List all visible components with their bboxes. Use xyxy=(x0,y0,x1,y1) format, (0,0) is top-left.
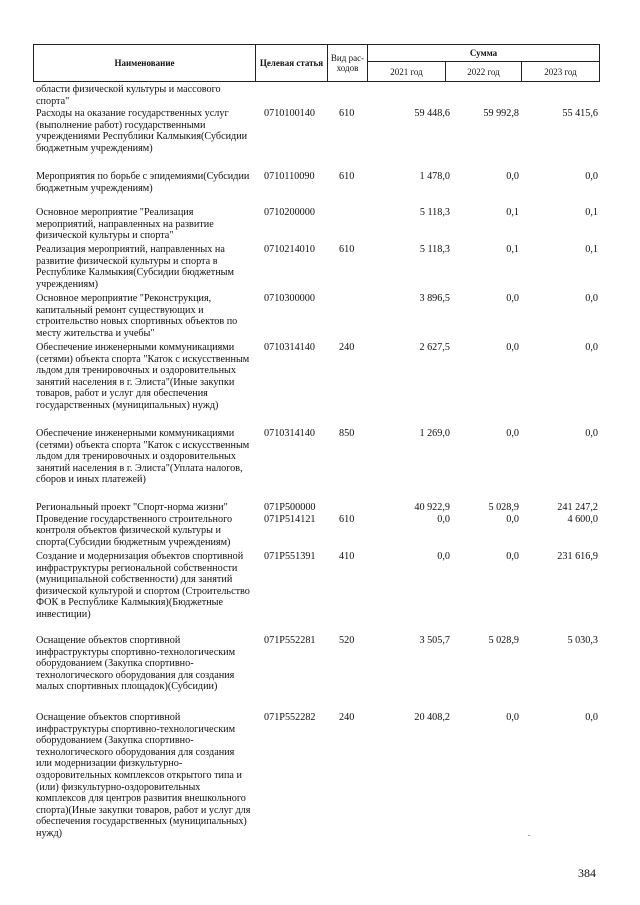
row-expense-kind: 610 xyxy=(339,513,355,525)
row-sum-2021: 20 408,2 xyxy=(414,712,450,723)
row-sum-2023: 231 616,9 xyxy=(557,551,598,562)
row-target-article: 0710200000 xyxy=(264,207,315,218)
row-sum-2021: 1 478,0 xyxy=(419,171,450,182)
row-name: Мероприятия по борьбе с эпидемиями(Субсидии бюджетным учреждениям) xyxy=(36,171,250,194)
header-target-article: Целевая статья xyxy=(256,45,328,82)
row-expense-kind: 850 xyxy=(339,428,355,439)
row-target-article: 0710314140 xyxy=(264,342,315,353)
row-sum-2022: 0,0 xyxy=(506,551,519,562)
row-sum-2022: 0,0 xyxy=(506,712,519,723)
row-sum-2022: 59 992,8 xyxy=(483,108,519,119)
row-sum-2022: 0,0 xyxy=(506,428,519,439)
row-sum-2023: 5 030,3 xyxy=(567,635,598,646)
row-target-article: 0710314140 xyxy=(264,428,315,439)
row-target-article: 071P500000 071P514121 xyxy=(264,502,316,525)
row-target-article: 0710100140 xyxy=(264,108,315,119)
row-name: Обеспечение инженерными коммуникациями (сетями) объекта спорта "Каток с искусственным льдом для тренировочных и оздоровительных занятий населения в г. Элиста"(Иные закупки товаров, работ и услуг для обеспечения государственных (муниципальных) нужд) xyxy=(36,342,250,411)
row-sum-2023: 55 415,6 xyxy=(562,108,598,119)
row-name: Расходы на оказание государственных услуг (выполнение работ) государственными учреждениями Республики Калмыкия(Субсидии бюджетным учреждениям) xyxy=(36,108,248,154)
row-sum-2022: 5 028,9 xyxy=(488,635,519,646)
row-sum-2021: 1 269,0 xyxy=(419,428,450,439)
row-expense-kind: 610 xyxy=(339,244,355,255)
row-expense-kind: 410 xyxy=(339,551,355,562)
row-name: Оснащение объектов спортивной инфраструктуры спортивно-технологическим оборудованием (Закупка спортивно-технологического оборудования для создания малых спортивных площадок)(Субсидии) xyxy=(36,635,236,693)
row-expense-kind: 610 xyxy=(339,171,355,182)
row-sum-2021: 3 505,7 xyxy=(419,635,450,646)
row-target-article: 0710214010 xyxy=(264,244,315,255)
row-sum-2023: 0,0 xyxy=(585,428,598,439)
row-target-article: 0710110090 xyxy=(264,171,315,182)
row-name: Оснащение объектов спортивной инфраструктуры спортивно-технологическим оборудованием (Закупка спортивно-технологического оборудования для создания или модернизации физкультурно-оздоровительных комплексов открытого типа и (или) физкультурно-оздоровительных комплексов для центров развития внешкольного спорта)(Иные закупки товаров, работ и услуг для обеспечения государственных (муниципальных) нужд) xyxy=(36,712,251,839)
row-sum-2023: 0,0 xyxy=(585,293,598,304)
row-sum-2023: 0,1 xyxy=(585,207,598,218)
row-name: Основное мероприятие "Реализация мероприятий, направленных на развитие физической культуры и спорта" xyxy=(36,207,214,242)
header-year-2023: 2023 год xyxy=(522,62,600,82)
row-sum-2021: 5 118,3 xyxy=(419,207,450,218)
header-sum: Сумма xyxy=(368,45,600,62)
row-target-article: 071P552281 xyxy=(264,635,316,646)
row-name: Региональный проект "Спорт-норма жизни" Проведение государственного строительного контроля объектов физической культуры и спорта(Субсидии бюджетным учреждениям) xyxy=(36,502,233,548)
header-year-2021: 2021 год xyxy=(368,62,446,82)
row-name: области физической культуры и массового спорта" xyxy=(36,84,221,107)
row-sum-2021: 59 448,6 xyxy=(414,108,450,119)
header-year-2022: 2022 год xyxy=(446,62,522,82)
row-sum-2021: 3 896,5 xyxy=(419,293,450,304)
row-sum-2021: 40 922,9 0,0 xyxy=(414,502,450,525)
row-expense-kind: 240 xyxy=(339,712,355,723)
row-expense-kind: 240 xyxy=(339,342,355,353)
row-expense-kind: 610 xyxy=(339,108,355,119)
row-sum-2021: 2 627,5 xyxy=(419,342,450,353)
row-sum-2022: 0,1 xyxy=(506,207,519,218)
header-name: Наименование xyxy=(34,45,256,82)
row-target-article: 071P552282 xyxy=(264,712,316,723)
row-sum-2023: 0,0 xyxy=(585,171,598,182)
row-sum-2022: 0,0 xyxy=(506,342,519,353)
row-name: Реализация мероприятий, направленных на развитие физической культуры и спорта в Республике Калмыкия(Субсидии бюджетным учреждениям) xyxy=(36,244,234,290)
row-sum-2022: 0,0 xyxy=(506,171,519,182)
row-name: Основное мероприятие "Реконструкция, капитальный ремонт существующих и строительство новых спортивных объектов по месту жительства и учебы" xyxy=(36,293,238,339)
row-sum-2023: 0,0 xyxy=(585,712,598,723)
row-sum-2021: 0,0 xyxy=(437,551,450,562)
row-name: Создание и модернизация объектов спортивной инфраструктуры региональной собственности (муниципальной собственности) для занятий физической культурой и спортом (Строительство ФОК в Республике Калмыкия)(Бюджетные инвестиции) xyxy=(36,551,250,620)
row-sum-2022: 5 028,9 0,0 xyxy=(488,502,519,525)
row-sum-2022: 0,1 xyxy=(506,244,519,255)
header-expense-kind: Вид рас-ходов xyxy=(328,45,368,82)
row-sum-2023: 0,1 xyxy=(585,244,598,255)
row-target-article: 071P551391 xyxy=(264,551,316,562)
row-target-article: 0710300000 xyxy=(264,293,315,304)
table-header xyxy=(33,44,600,82)
row-expense-kind: 520 xyxy=(339,635,355,646)
scan-speck xyxy=(528,835,530,836)
row-name: Обеспечение инженерными коммуникациями (сетями) объекта спорта "Каток с искусственным льдом для тренировочных и оздоровительных занятий населения в г. Элиста"(Уплата налогов, сборов и иных платежей) xyxy=(36,428,250,486)
row-sum-2022: 0,0 xyxy=(506,293,519,304)
row-sum-2023: 241 247,2 4 600,0 xyxy=(557,502,598,525)
row-sum-2021: 5 118,3 xyxy=(419,244,450,255)
row-sum-2023: 0,0 xyxy=(585,342,598,353)
page-number: 384 xyxy=(578,866,596,880)
